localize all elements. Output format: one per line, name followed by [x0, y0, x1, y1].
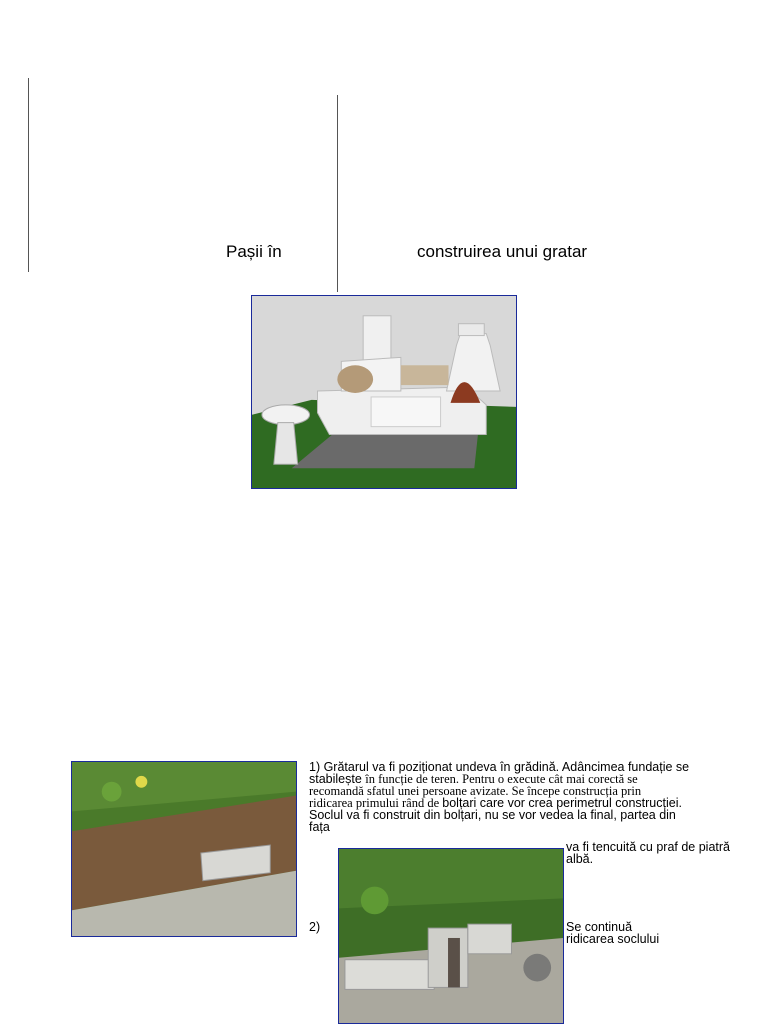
title-part-2: construirea unui gratar	[417, 242, 588, 261]
step-1-line-5: Soclul va fi construit din bolțari, nu se vor vedea la final, partea din	[309, 808, 676, 822]
step-1-line-7: va fi tencuită cu praf de piatră	[566, 840, 730, 854]
step-2-number: 2)	[309, 920, 321, 934]
step-2-line-2: ridicarea soclului	[566, 932, 660, 946]
base-construction-photo	[338, 848, 564, 1024]
title-part-1: Pașii în	[226, 242, 282, 261]
step-1-line-3: recomandă sfatul unei persoane avizate. Se începe construcția prin	[309, 784, 642, 798]
step-1-text	[309, 761, 768, 833]
step-1-line-2-start: stabilește	[309, 772, 366, 786]
step-1-line-2-end: în funcție de teren. Pentru o execute cât mai corectă se	[365, 772, 638, 786]
center-vertical-rule	[337, 95, 338, 292]
left-vertical-rule	[28, 78, 29, 272]
step-1-line-6: fața	[309, 820, 330, 834]
step-1-line-4-start: ridicarea primului rând de	[309, 796, 443, 810]
step-2-line-1: Se continuă	[566, 920, 633, 934]
step-1-line-4-end: bolțari care vor crea perimetrul construcției.	[442, 796, 682, 810]
foundation-photo	[71, 761, 297, 937]
step-1-line-8: albă.	[566, 852, 594, 866]
step-1-line-1: 1) Grătarul va fi poziționat undeva în grădină. Adâncimea fundație se	[309, 760, 690, 774]
grill-rendering-image	[251, 295, 517, 489]
